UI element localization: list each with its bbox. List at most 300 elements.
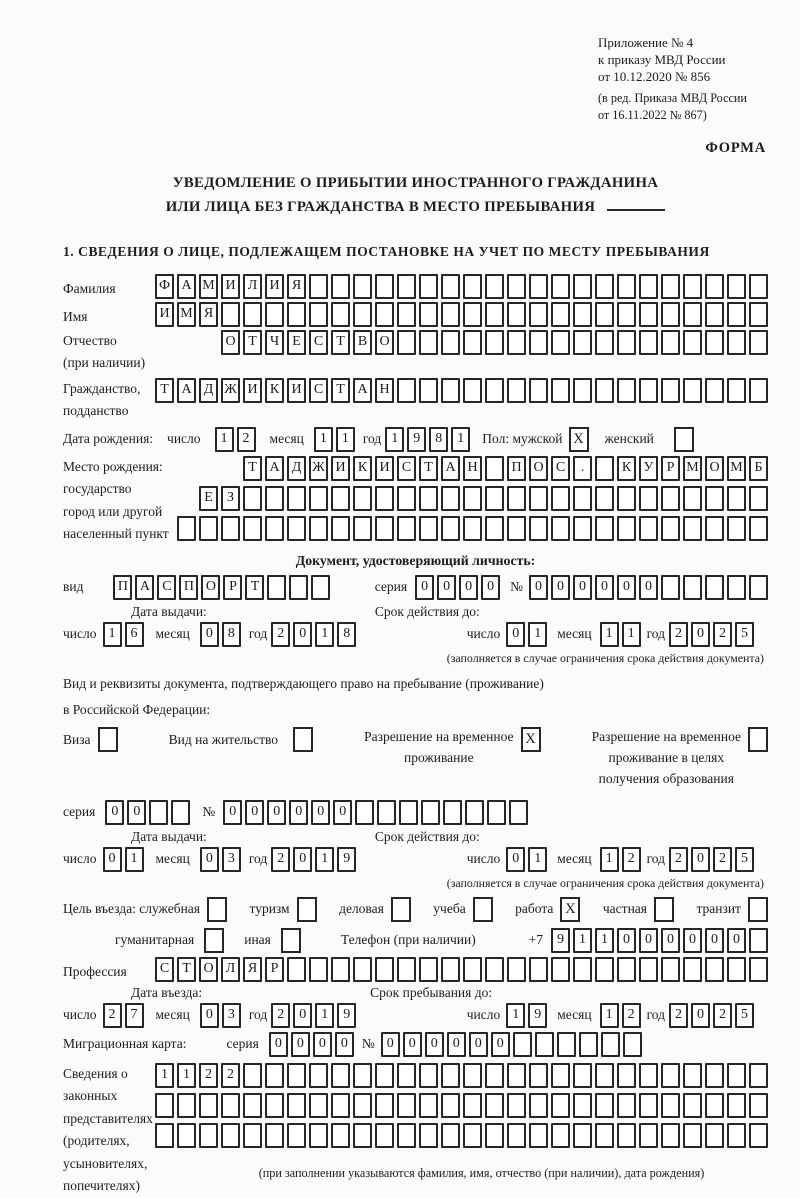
char-cell[interactable] — [595, 378, 614, 403]
char-cell[interactable]: 2 — [622, 847, 641, 872]
char-cell[interactable]: 1 — [315, 622, 334, 647]
purpose-humanitarian-checkbox[interactable] — [204, 928, 224, 953]
char-cell[interactable] — [661, 302, 680, 327]
char-cell[interactable]: 2 — [237, 427, 256, 452]
char-cell[interactable] — [353, 1093, 372, 1118]
char-cell[interactable] — [529, 330, 548, 355]
char-cell[interactable]: 0 — [469, 1032, 488, 1057]
char-cell[interactable] — [353, 302, 372, 327]
char-cell[interactable] — [507, 330, 526, 355]
char-cell[interactable] — [749, 486, 768, 511]
char-cell[interactable] — [727, 378, 746, 403]
char-cell[interactable]: 0 — [293, 847, 312, 872]
purpose-business-checkbox[interactable] — [391, 897, 411, 922]
char-cell[interactable] — [487, 800, 506, 825]
char-cell[interactable]: 1 — [600, 622, 619, 647]
char-cell[interactable] — [595, 957, 614, 982]
char-cell[interactable]: 2 — [669, 622, 688, 647]
char-cell[interactable] — [573, 486, 592, 511]
char-cell[interactable]: 2 — [271, 1003, 290, 1028]
char-cell[interactable] — [705, 274, 724, 299]
char-cell[interactable] — [551, 1123, 570, 1148]
char-cell[interactable] — [551, 486, 570, 511]
char-cell[interactable] — [221, 1123, 240, 1148]
char-cell[interactable] — [595, 516, 614, 541]
char-cell[interactable]: 0 — [691, 1003, 710, 1028]
char-cell[interactable] — [243, 486, 262, 511]
char-cell[interactable]: 0 — [573, 575, 592, 600]
char-cell[interactable]: 0 — [103, 847, 122, 872]
char-cell[interactable] — [617, 486, 636, 511]
char-cell[interactable] — [287, 516, 306, 541]
char-cell[interactable] — [265, 1063, 284, 1088]
char-cell[interactable]: 0 — [437, 575, 456, 600]
char-cell[interactable]: 2 — [103, 1003, 122, 1028]
char-cell[interactable] — [309, 486, 328, 511]
char-cell[interactable] — [287, 1123, 306, 1148]
char-cell[interactable]: 1 — [336, 427, 355, 452]
char-cell[interactable]: А — [135, 575, 154, 600]
char-cell[interactable]: С — [155, 957, 174, 982]
char-cell[interactable] — [463, 957, 482, 982]
char-cell[interactable] — [485, 1123, 504, 1148]
char-cell[interactable] — [749, 302, 768, 327]
char-cell[interactable] — [419, 274, 438, 299]
char-cell[interactable]: Я — [243, 957, 262, 982]
char-cell[interactable] — [639, 486, 658, 511]
char-cell[interactable] — [155, 1123, 174, 1148]
char-cell[interactable] — [419, 1123, 438, 1148]
char-cell[interactable]: Ж — [309, 456, 328, 481]
char-cell[interactable] — [419, 378, 438, 403]
char-cell[interactable] — [331, 302, 350, 327]
char-cell[interactable] — [727, 1063, 746, 1088]
char-cell[interactable] — [661, 1093, 680, 1118]
char-cell[interactable]: З — [221, 486, 240, 511]
char-cell[interactable] — [375, 516, 394, 541]
char-cell[interactable]: 0 — [506, 847, 525, 872]
char-cell[interactable]: Н — [463, 456, 482, 481]
char-cell[interactable]: И — [265, 274, 284, 299]
char-cell[interactable]: 9 — [551, 928, 570, 953]
sex-male-checkbox[interactable]: X — [569, 427, 589, 452]
char-cell[interactable]: 0 — [223, 800, 242, 825]
char-cell[interactable]: 0 — [333, 800, 352, 825]
char-cell[interactable] — [705, 1123, 724, 1148]
char-cell[interactable] — [311, 575, 330, 600]
char-cell[interactable] — [573, 378, 592, 403]
char-cell[interactable] — [639, 302, 658, 327]
char-cell[interactable] — [397, 1063, 416, 1088]
purpose-work-checkbox[interactable]: X — [560, 897, 580, 922]
purpose-study-checkbox[interactable] — [473, 897, 493, 922]
char-cell[interactable] — [485, 957, 504, 982]
char-cell[interactable] — [749, 928, 768, 953]
char-cell[interactable] — [485, 330, 504, 355]
char-cell[interactable]: 0 — [551, 575, 570, 600]
char-cell[interactable]: М — [199, 274, 218, 299]
char-cell[interactable]: И — [155, 302, 174, 327]
char-cell[interactable] — [441, 957, 460, 982]
char-cell[interactable]: Р — [661, 456, 680, 481]
char-cell[interactable] — [623, 1032, 642, 1057]
char-cell[interactable] — [419, 1093, 438, 1118]
char-cell[interactable]: 0 — [617, 575, 636, 600]
char-cell[interactable] — [557, 1032, 576, 1057]
char-cell[interactable]: К — [265, 378, 284, 403]
char-cell[interactable]: 0 — [291, 1032, 310, 1057]
char-cell[interactable]: . — [573, 456, 592, 481]
char-cell[interactable]: С — [551, 456, 570, 481]
char-cell[interactable] — [441, 302, 460, 327]
char-cell[interactable]: А — [177, 378, 196, 403]
char-cell[interactable]: 1 — [103, 622, 122, 647]
char-cell[interactable]: 0 — [335, 1032, 354, 1057]
char-cell[interactable]: 5 — [735, 1003, 754, 1028]
char-cell[interactable]: Б — [749, 456, 768, 481]
char-cell[interactable]: 1 — [528, 847, 547, 872]
char-cell[interactable] — [353, 1123, 372, 1148]
char-cell[interactable]: 0 — [269, 1032, 288, 1057]
char-cell[interactable] — [579, 1032, 598, 1057]
char-cell[interactable] — [399, 800, 418, 825]
char-cell[interactable]: 2 — [713, 622, 732, 647]
char-cell[interactable]: 0 — [683, 928, 702, 953]
char-cell[interactable] — [529, 1093, 548, 1118]
char-cell[interactable] — [331, 516, 350, 541]
char-cell[interactable] — [749, 330, 768, 355]
char-cell[interactable]: 2 — [199, 1063, 218, 1088]
char-cell[interactable] — [727, 302, 746, 327]
char-cell[interactable] — [199, 1123, 218, 1148]
char-cell[interactable] — [331, 1123, 350, 1148]
char-cell[interactable] — [683, 1093, 702, 1118]
char-cell[interactable] — [749, 516, 768, 541]
char-cell[interactable] — [177, 1123, 196, 1148]
char-cell[interactable]: 0 — [481, 575, 500, 600]
char-cell[interactable] — [397, 1123, 416, 1148]
char-cell[interactable] — [465, 800, 484, 825]
char-cell[interactable]: 0 — [661, 928, 680, 953]
char-cell[interactable] — [529, 516, 548, 541]
char-cell[interactable] — [267, 575, 286, 600]
visa-checkbox[interactable] — [98, 727, 118, 752]
char-cell[interactable]: О — [199, 957, 218, 982]
char-cell[interactable] — [463, 486, 482, 511]
char-cell[interactable]: П — [507, 456, 526, 481]
char-cell[interactable] — [463, 1123, 482, 1148]
char-cell[interactable] — [485, 1093, 504, 1118]
char-cell[interactable] — [507, 302, 526, 327]
char-cell[interactable] — [683, 516, 702, 541]
char-cell[interactable] — [595, 330, 614, 355]
char-cell[interactable]: Т — [155, 378, 174, 403]
char-cell[interactable] — [171, 800, 190, 825]
char-cell[interactable] — [749, 1063, 768, 1088]
char-cell[interactable] — [595, 1093, 614, 1118]
char-cell[interactable]: 0 — [311, 800, 330, 825]
char-cell[interactable] — [727, 274, 746, 299]
char-cell[interactable] — [749, 274, 768, 299]
char-cell[interactable]: Н — [375, 378, 394, 403]
char-cell[interactable] — [595, 456, 614, 481]
char-cell[interactable]: 0 — [691, 622, 710, 647]
char-cell[interactable] — [661, 1123, 680, 1148]
char-cell[interactable] — [573, 1123, 592, 1148]
char-cell[interactable] — [705, 330, 724, 355]
char-cell[interactable] — [397, 302, 416, 327]
char-cell[interactable] — [375, 1123, 394, 1148]
char-cell[interactable]: Т — [243, 330, 262, 355]
char-cell[interactable] — [331, 486, 350, 511]
char-cell[interactable]: 1 — [315, 1003, 334, 1028]
char-cell[interactable]: П — [179, 575, 198, 600]
char-cell[interactable]: 2 — [221, 1063, 240, 1088]
purpose-tourism-checkbox[interactable] — [297, 897, 317, 922]
char-cell[interactable] — [377, 800, 396, 825]
char-cell[interactable] — [331, 957, 350, 982]
char-cell[interactable] — [375, 957, 394, 982]
char-cell[interactable]: Д — [287, 456, 306, 481]
char-cell[interactable]: И — [287, 378, 306, 403]
char-cell[interactable] — [683, 575, 702, 600]
char-cell[interactable] — [289, 575, 308, 600]
char-cell[interactable] — [749, 575, 768, 600]
char-cell[interactable] — [243, 302, 262, 327]
char-cell[interactable] — [375, 274, 394, 299]
char-cell[interactable] — [705, 302, 724, 327]
char-cell[interactable] — [441, 1063, 460, 1088]
char-cell[interactable]: 1 — [573, 928, 592, 953]
char-cell[interactable] — [353, 486, 372, 511]
char-cell[interactable]: 1 — [125, 847, 144, 872]
char-cell[interactable] — [727, 516, 746, 541]
char-cell[interactable]: 8 — [429, 427, 448, 452]
char-cell[interactable]: 0 — [381, 1032, 400, 1057]
char-cell[interactable] — [683, 302, 702, 327]
char-cell[interactable] — [551, 274, 570, 299]
char-cell[interactable] — [529, 378, 548, 403]
char-cell[interactable]: 0 — [639, 575, 658, 600]
char-cell[interactable] — [617, 1123, 636, 1148]
char-cell[interactable]: 0 — [293, 622, 312, 647]
char-cell[interactable]: У — [639, 456, 658, 481]
char-cell[interactable] — [243, 1093, 262, 1118]
char-cell[interactable] — [419, 516, 438, 541]
char-cell[interactable]: 9 — [407, 427, 426, 452]
char-cell[interactable] — [243, 516, 262, 541]
char-cell[interactable]: 1 — [385, 427, 404, 452]
char-cell[interactable]: 0 — [727, 928, 746, 953]
residence-permit-checkbox[interactable] — [293, 727, 313, 752]
char-cell[interactable]: 9 — [528, 1003, 547, 1028]
char-cell[interactable] — [551, 302, 570, 327]
char-cell[interactable] — [441, 1093, 460, 1118]
char-cell[interactable]: 0 — [705, 928, 724, 953]
char-cell[interactable] — [683, 330, 702, 355]
char-cell[interactable]: 3 — [222, 847, 241, 872]
char-cell[interactable]: Т — [331, 330, 350, 355]
char-cell[interactable] — [441, 330, 460, 355]
char-cell[interactable]: 2 — [669, 847, 688, 872]
char-cell[interactable]: 2 — [271, 847, 290, 872]
char-cell[interactable] — [529, 1123, 548, 1148]
char-cell[interactable] — [683, 957, 702, 982]
char-cell[interactable] — [683, 1063, 702, 1088]
char-cell[interactable] — [727, 575, 746, 600]
char-cell[interactable]: 1 — [600, 1003, 619, 1028]
char-cell[interactable] — [507, 1093, 526, 1118]
char-cell[interactable]: 8 — [337, 622, 356, 647]
char-cell[interactable] — [551, 1093, 570, 1118]
char-cell[interactable] — [529, 1063, 548, 1088]
char-cell[interactable]: 9 — [337, 847, 356, 872]
char-cell[interactable] — [309, 1123, 328, 1148]
char-cell[interactable]: 0 — [639, 928, 658, 953]
char-cell[interactable]: Т — [243, 456, 262, 481]
char-cell[interactable]: 6 — [125, 622, 144, 647]
char-cell[interactable]: В — [353, 330, 372, 355]
char-cell[interactable] — [705, 1093, 724, 1118]
char-cell[interactable] — [353, 274, 372, 299]
char-cell[interactable]: М — [177, 302, 196, 327]
char-cell[interactable]: К — [617, 456, 636, 481]
char-cell[interactable] — [529, 274, 548, 299]
char-cell[interactable]: 5 — [735, 847, 754, 872]
char-cell[interactable]: М — [683, 456, 702, 481]
char-cell[interactable] — [639, 330, 658, 355]
char-cell[interactable] — [353, 1063, 372, 1088]
char-cell[interactable]: Д — [199, 378, 218, 403]
sex-female-checkbox[interactable] — [674, 427, 694, 452]
char-cell[interactable] — [661, 378, 680, 403]
char-cell[interactable] — [639, 1063, 658, 1088]
char-cell[interactable]: И — [375, 456, 394, 481]
char-cell[interactable]: 2 — [271, 622, 290, 647]
rvp-checkbox[interactable]: X — [521, 727, 541, 752]
purpose-official-checkbox[interactable] — [207, 897, 227, 922]
purpose-private-checkbox[interactable] — [654, 897, 674, 922]
char-cell[interactable]: 1 — [622, 622, 641, 647]
char-cell[interactable] — [529, 302, 548, 327]
char-cell[interactable] — [441, 1123, 460, 1148]
char-cell[interactable] — [705, 1063, 724, 1088]
char-cell[interactable]: 0 — [245, 800, 264, 825]
char-cell[interactable] — [149, 800, 168, 825]
char-cell[interactable] — [397, 378, 416, 403]
char-cell[interactable] — [397, 330, 416, 355]
char-cell[interactable]: 0 — [459, 575, 478, 600]
char-cell[interactable] — [595, 1063, 614, 1088]
char-cell[interactable]: О — [221, 330, 240, 355]
char-cell[interactable]: 1 — [506, 1003, 525, 1028]
char-cell[interactable] — [617, 1093, 636, 1118]
char-cell[interactable] — [595, 302, 614, 327]
char-cell[interactable] — [485, 302, 504, 327]
char-cell[interactable] — [535, 1032, 554, 1057]
purpose-other-checkbox[interactable] — [281, 928, 301, 953]
char-cell[interactable] — [617, 378, 636, 403]
char-cell[interactable]: Л — [243, 274, 262, 299]
char-cell[interactable] — [221, 516, 240, 541]
char-cell[interactable]: Я — [287, 274, 306, 299]
char-cell[interactable] — [243, 1063, 262, 1088]
char-cell[interactable] — [509, 800, 528, 825]
char-cell[interactable] — [601, 1032, 620, 1057]
char-cell[interactable]: Я — [199, 302, 218, 327]
char-cell[interactable] — [221, 1093, 240, 1118]
char-cell[interactable] — [221, 302, 240, 327]
char-cell[interactable] — [705, 486, 724, 511]
char-cell[interactable] — [243, 1123, 262, 1148]
char-cell[interactable] — [397, 957, 416, 982]
char-cell[interactable] — [529, 486, 548, 511]
char-cell[interactable]: О — [529, 456, 548, 481]
char-cell[interactable]: Т — [419, 456, 438, 481]
char-cell[interactable]: Ч — [265, 330, 284, 355]
char-cell[interactable] — [595, 486, 614, 511]
char-cell[interactable] — [463, 274, 482, 299]
char-cell[interactable] — [199, 516, 218, 541]
char-cell[interactable]: А — [353, 378, 372, 403]
char-cell[interactable]: 1 — [177, 1063, 196, 1088]
char-cell[interactable] — [485, 456, 504, 481]
rvp-education-checkbox[interactable] — [748, 727, 768, 752]
char-cell[interactable] — [639, 378, 658, 403]
char-cell[interactable]: 0 — [447, 1032, 466, 1057]
char-cell[interactable] — [639, 516, 658, 541]
char-cell[interactable]: 1 — [155, 1063, 174, 1088]
char-cell[interactable]: И — [221, 274, 240, 299]
char-cell[interactable] — [421, 800, 440, 825]
char-cell[interactable] — [661, 274, 680, 299]
char-cell[interactable]: Л — [221, 957, 240, 982]
char-cell[interactable] — [573, 274, 592, 299]
char-cell[interactable]: О — [201, 575, 220, 600]
char-cell[interactable]: М — [727, 456, 746, 481]
char-cell[interactable] — [507, 516, 526, 541]
char-cell[interactable] — [683, 486, 702, 511]
char-cell[interactable]: 0 — [491, 1032, 510, 1057]
purpose-transit-checkbox[interactable] — [748, 897, 768, 922]
char-cell[interactable] — [265, 1123, 284, 1148]
char-cell[interactable] — [727, 1093, 746, 1118]
char-cell[interactable]: Ф — [155, 274, 174, 299]
char-cell[interactable] — [551, 330, 570, 355]
char-cell[interactable]: 1 — [315, 847, 334, 872]
char-cell[interactable] — [419, 302, 438, 327]
char-cell[interactable] — [353, 516, 372, 541]
char-cell[interactable]: Е — [199, 486, 218, 511]
char-cell[interactable] — [309, 1063, 328, 1088]
char-cell[interactable] — [727, 330, 746, 355]
char-cell[interactable] — [287, 1063, 306, 1088]
char-cell[interactable] — [705, 957, 724, 982]
char-cell[interactable] — [683, 274, 702, 299]
char-cell[interactable]: 7 — [125, 1003, 144, 1028]
char-cell[interactable] — [419, 1063, 438, 1088]
char-cell[interactable]: 0 — [506, 622, 525, 647]
char-cell[interactable] — [265, 1093, 284, 1118]
char-cell[interactable]: 0 — [105, 800, 124, 825]
char-cell[interactable] — [485, 486, 504, 511]
char-cell[interactable] — [595, 274, 614, 299]
char-cell[interactable]: 0 — [313, 1032, 332, 1057]
char-cell[interactable]: 0 — [127, 800, 146, 825]
char-cell[interactable] — [595, 1123, 614, 1148]
char-cell[interactable]: Ж — [221, 378, 240, 403]
char-cell[interactable] — [309, 516, 328, 541]
